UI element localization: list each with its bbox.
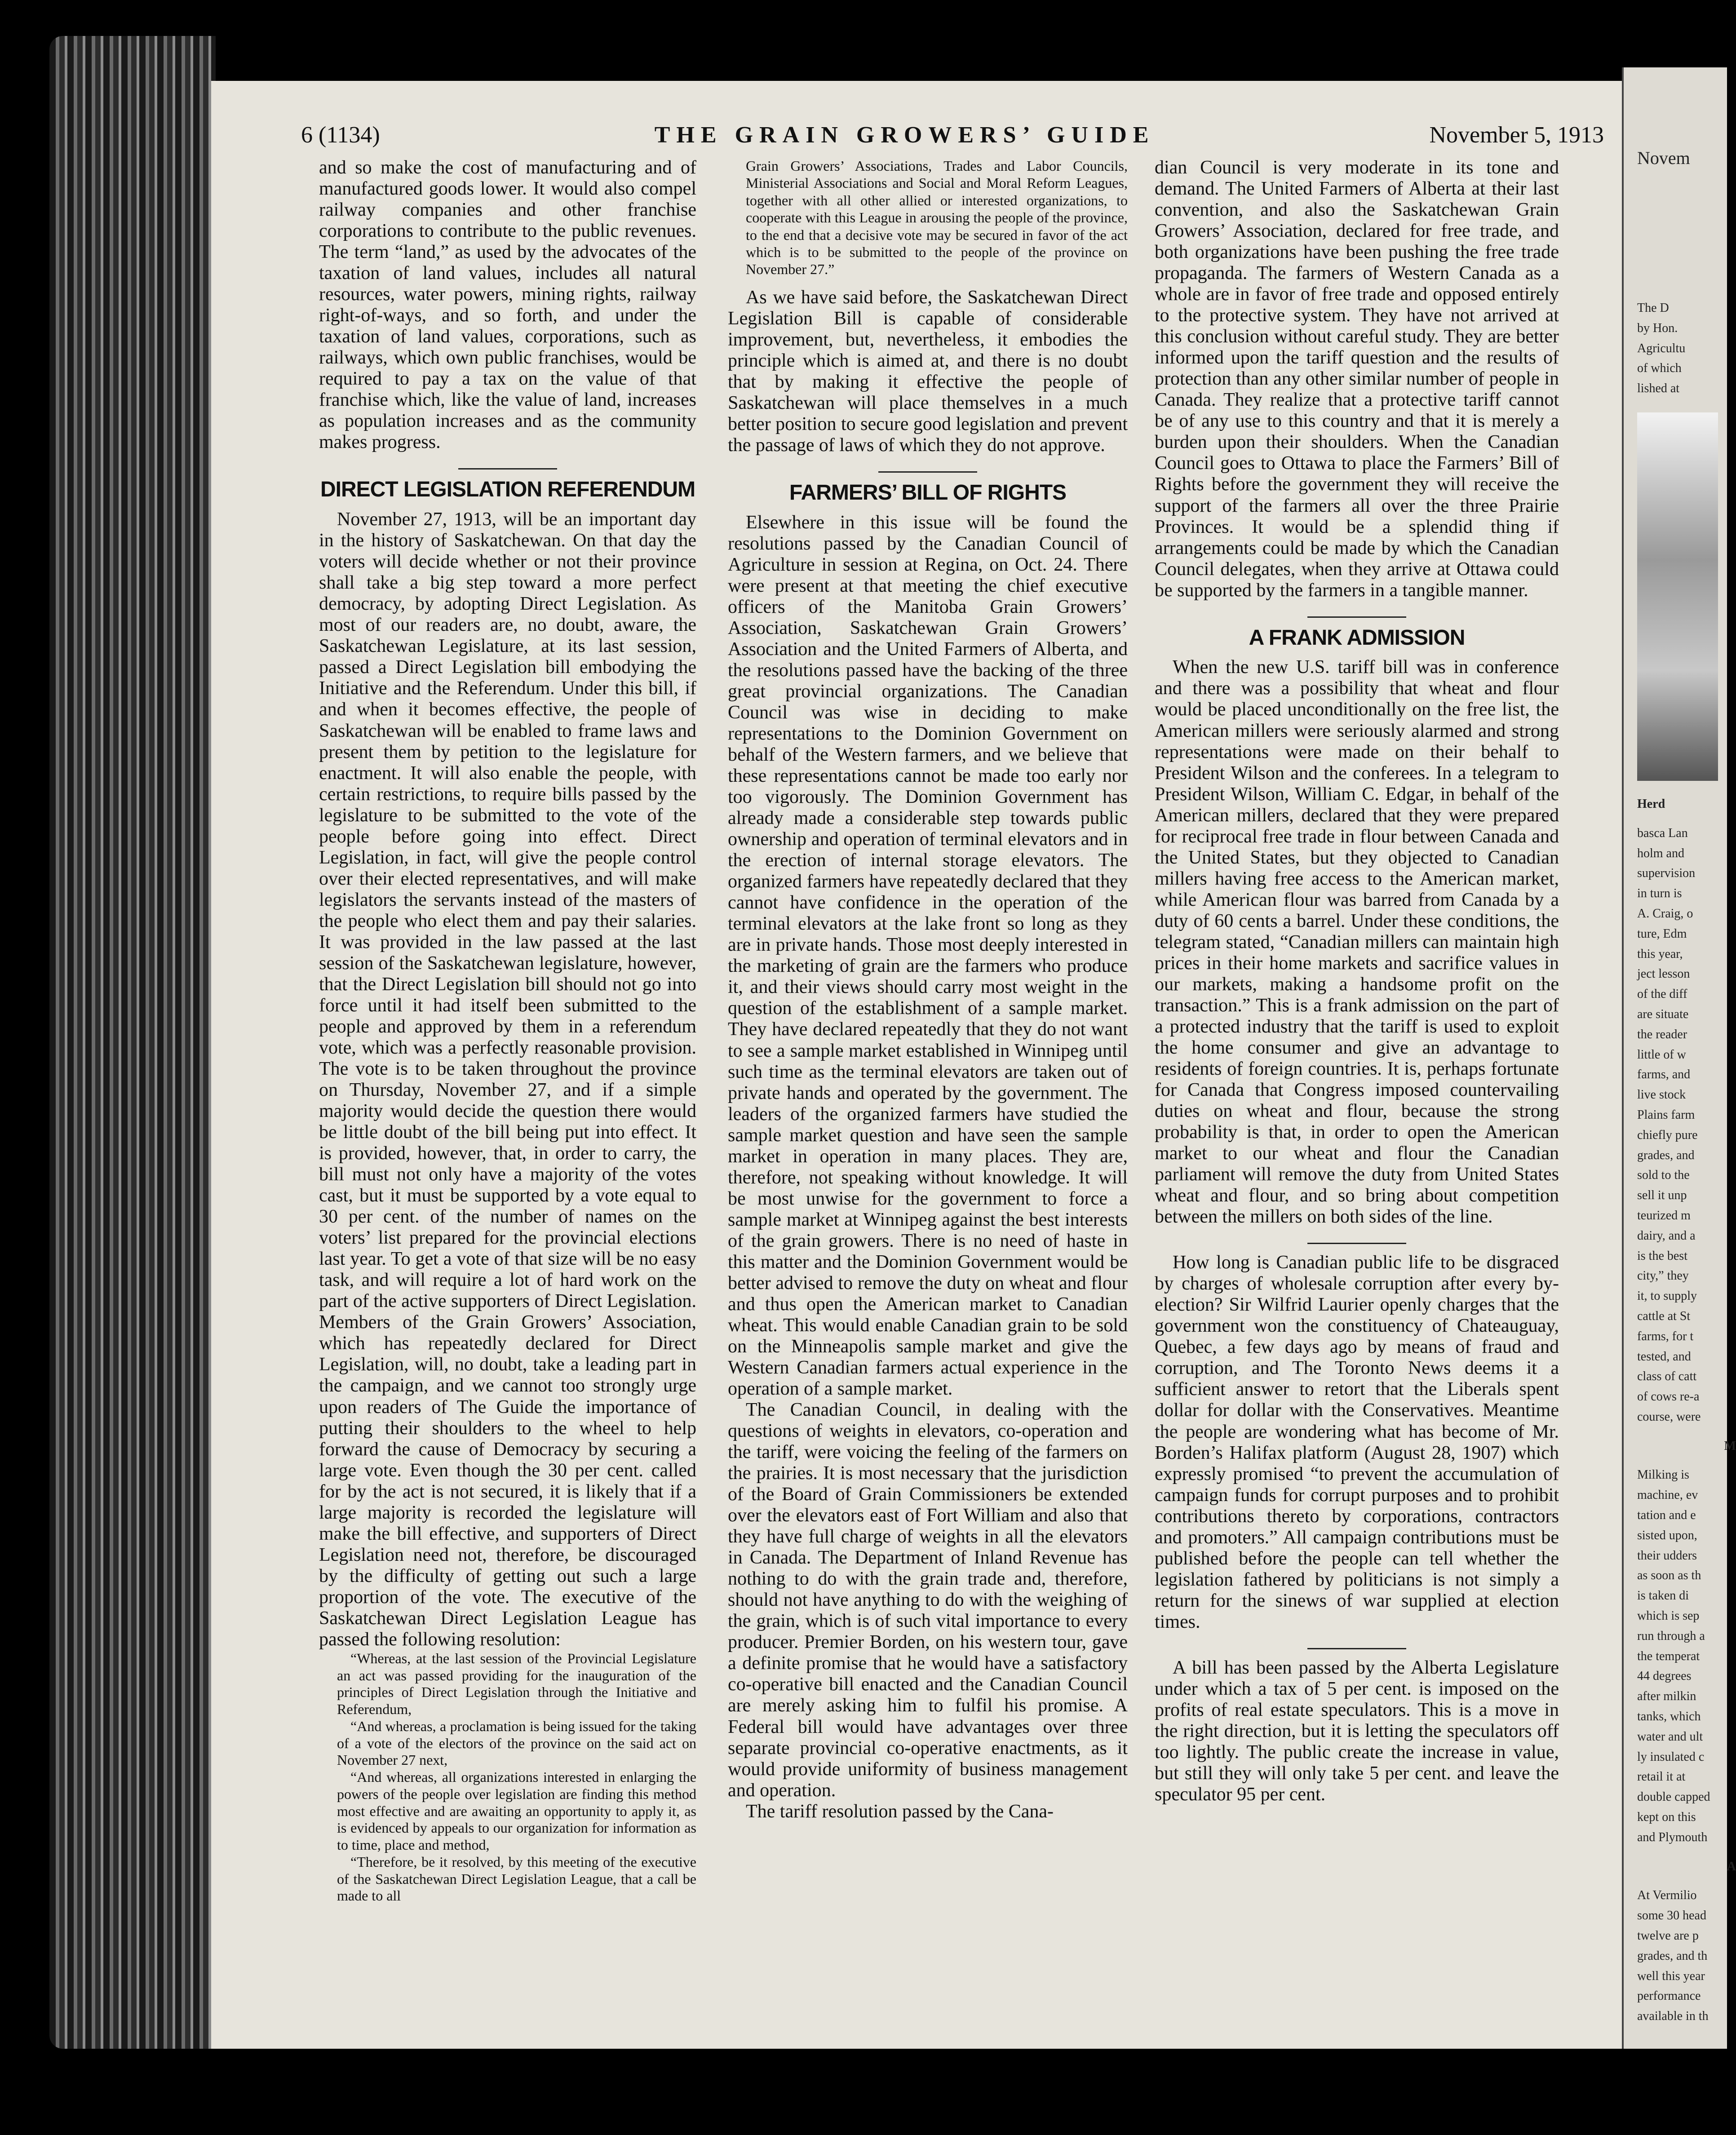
edge-line: their udders: [1637, 1548, 1697, 1563]
quote-paragraph: “And whereas, a proclamation is being issued for the taking of a vote of the electors of the province on the said act on November 27 next,: [337, 1718, 696, 1768]
edge-line: cattle at St: [1637, 1309, 1691, 1323]
edge-line: course, were: [1637, 1409, 1701, 1424]
column-1: [319, 157, 696, 1905]
edge-line: performance: [1637, 1989, 1701, 2003]
column-2: [728, 157, 1128, 1822]
edge-line: Agricultu: [1637, 341, 1686, 355]
edge-line: sold to the: [1637, 1168, 1690, 1183]
headline-frank-admission: A FRANK ADMISSION: [1249, 625, 1465, 650]
edge-line: tested, and: [1637, 1349, 1691, 1364]
edge-line: is taken di: [1637, 1589, 1689, 1603]
edge-line: the reader: [1637, 1027, 1687, 1041]
edge-line: by Hon.: [1637, 321, 1678, 335]
issue-date: November 5, 1913: [1429, 122, 1604, 148]
edge-subheading: M: [1724, 1439, 1736, 1453]
edge-line: of the diff: [1637, 987, 1687, 1001]
divider: [1307, 1648, 1406, 1649]
publication-title: THE GRAIN GROWERS’ GUIDE: [654, 122, 1155, 148]
edge-line: Plains farm: [1637, 1107, 1695, 1122]
edge-line: supervision: [1637, 866, 1696, 881]
edge-line: farms, and: [1637, 1068, 1691, 1082]
edge-line: double capped: [1637, 1790, 1710, 1804]
edge-line: The D: [1637, 301, 1669, 315]
newspaper-page: [211, 81, 1622, 2049]
edge-line: chiefly pure: [1637, 1128, 1698, 1142]
edge-line: is the best: [1637, 1249, 1687, 1263]
paragraph: A bill has been passed by the Alberta Legislature under which a tax of 5 per cent. is imposed on the profits of real estate speculators. This is a move in the right direction, but it is letting the speculators off too lightly. The public create the increase in value, but still they will only take 5 per cent. and leave the speculator 95 per cent.: [1155, 1657, 1559, 1805]
edge-line: in turn is: [1637, 886, 1682, 901]
quote-paragraph: “Therefore, be it resolved, by this meeting of the executive of the Saskatchewan Direct Legislation League, that a call be made to all: [337, 1853, 696, 1904]
page-number: 6 (1134): [301, 122, 380, 148]
edge-line: basca Lan: [1637, 826, 1688, 840]
facing-page-edge: [1622, 67, 1736, 2049]
page-header: [301, 119, 1604, 151]
photo-caption: Herd: [1637, 797, 1665, 811]
quote-continuation: Grain Growers’ Associations, Trades and Labor Councils, Ministerial Associations and Social and Moral Reform Leagues, together with all other allied or interested organizations, to cooperate with this League in arousing the people of the province, to the end that a decisive vote may be secured in favor of the act which is to be submitted to the people of the province on November 27.”: [746, 158, 1128, 278]
edge-line: class of catt: [1637, 1369, 1697, 1384]
paragraph: When the new U.S. tariff bill was in conference and there was a possibility that wheat and flour would be placed unconditionally on the free list, the American millers were seriously alarmed and strong representations were made on their behalf to President Wilson and the conferees. In a telegram to President Wilson, William C. Edgar, in behalf of the American millers, declared that they were prepared for reciprocal free trade in flour between Canada and the United States, but they objected to Canadian millers having free access to the American market, while American flour was barred from Canada by a duty of 60 cents a barrel. Under these conditions, the telegram stated, “Canadian millers can maintain high prices in their home markets and sacrifice values in our markets, making a handsome profit on the transaction.” This is a frank admission on the part of a protected industry that the tariff is used to exploit the home consumer and give an advantage to residents of foreign countries. It is, perhaps fortunate for Canada that Congress imposed countervailing duties on wheat and flour, because the strong probability is that, in order to open the American market to our wheat and flour the Canadian parliament will remove the duty from United States wheat and flour, and so bring about competition between the millers on both sides of the line.: [1155, 657, 1559, 1227]
book-binding: [49, 36, 216, 2049]
edge-line: water and ult: [1637, 1729, 1703, 1744]
edge-line: live stock: [1637, 1088, 1686, 1102]
edge-line: it, to supply: [1637, 1289, 1697, 1303]
edge-line: of cows re-a: [1637, 1390, 1700, 1404]
edge-line: ject lesson: [1637, 967, 1690, 981]
edge-line: 44 degrees: [1637, 1669, 1692, 1683]
paragraph: The tariff resolution passed by the Cana-: [746, 1801, 1054, 1822]
divider: [878, 471, 977, 473]
headline-farmers-bill: FARMERS’ BILL OF RIGHTS: [789, 480, 1067, 505]
paragraph: November 27, 1913, will be an important day in the history of Saskatchewan. On that day the voters will decide whether or not their province shall take a big step toward a more perfect democracy, by adopting Direct Legislation. As most of our readers are, no doubt, aware, the Saskatchewan Legislature, at its last session, passed a Direct Legislation bill embodying the Initiative and the Referendum. Under this bill, if and when it becomes effective, the people of Saskatchewan will be enabled to frame laws and present them by petition to the legislature for enactment. It will also enable the people, with certain restrictions, to require bills passed by the legislature to be submitted to the vote of the people before going into effect. Direct Legislation, in fact, will give the people control over their elected representatives, and will make legislators the servants instead of the masters of the people who elect them and pay their salaries. It was provided in the law passed at the last session of the Saskatchewan legislature, however, that the Direct Legislation bill should not go into force until it had itself been submitted to the people and approved by them in a referendum vote, which was a perfectly reasonable provision. The vote is to be taken throughout the province on Thursday, November 27, and if a simple majority would decide the question there would be little doubt of the bill being put into effect. It is provided, however, that, in order to carry, the bill must not only have a majority of the votes cast, but it must be supported by a vote equal to 30 per cent. of the number of names on the voters’ list prepared for the provincial elections last year. To get a vote of that size will be no easy task, and will require a lot of hard work on the part of the active supporters of Direct Legislation. Members of the Grain Growers’ Association, which has repeatedly declared for Direct Legislation, will, no doubt, take a leading part in the campaign, and we cannot too strongly urge upon readers of The Guide the importance of putting their shoulders to the wheel to help forward the cause of Democracy by securing a large vote. Even though the 30 per cent. called for by the act is not secured, it is likely that if a large majority is recorded the legislature will make the bill effective, and supporters of Direct Legislation need not, therefore, be discouraged by the difficulty of getting out such a large proportion of the vote. The executive of the Saskatchewan Direct Legislation League has passed the following resolution:: [319, 509, 696, 1650]
edge-line: kept on this: [1637, 1810, 1696, 1825]
edge-line: available in th: [1637, 2009, 1709, 2024]
facing-page-header: Novem: [1637, 148, 1690, 168]
paragraph: As we have said before, the Saskatchewan Direct Legislation Bill is capable of considerable improvement, but, nevertheless, it embodies the principle which is aimed at, and there is no doubt that by making it effective the people of Saskatchewan will place themselves in a much better position to secure good legislation and prevent the passage of laws of which they do not approve.: [728, 287, 1128, 456]
edge-line: tation and e: [1637, 1508, 1696, 1523]
edge-line: sisted upon,: [1637, 1528, 1697, 1542]
headline-direct-legislation: DIRECT LEGISLATION REFERENDUM: [320, 478, 695, 502]
edge-line: this year,: [1637, 947, 1683, 961]
paragraph: The Canadian Council, in dealing with the questions of weights in elevators, co-operation and the tariff, were voicing the feeling of the farmers on the prairies. It is most necessary that the jurisdiction of the Board of Grain Commissioners be extended over the elevators east of Fort William and also that they have full charge of weights in all the elevators in Canada. The Department of Inland Revenue has nothing to do with the grain trade and, therefore, should not have anything to do with the weighing of the grain, which is of such vital importance to every producer. Premier Borden, on his western tour, gave a definite promise that he would have a satisfactory co-operative bill enacted and the Canadian Council are merely asking him to fulfil his promise. A Federal bill would have advantages over three separate provincial co-operative enactments, as it would provide uniformity of business management and operation.: [728, 1400, 1128, 1801]
divider: [458, 468, 557, 470]
edge-line: of which: [1637, 361, 1682, 376]
divider: [1307, 616, 1406, 618]
edge-line: are situate: [1637, 1007, 1689, 1021]
edge-line: machine, ev: [1637, 1488, 1698, 1502]
quote-paragraph: “And whereas, all organizations interested in enlarging the powers of the people over legislation are finding this method most effective and are awaiting an opportunity to apply it, as is evidenced by appeals to our organization for information as to time, place and method,: [337, 1769, 696, 1853]
edge-line: grades, and: [1637, 1148, 1695, 1162]
paragraph: and so make the cost of manufacturing and of manufactured goods lower. It would also compel railway companies and other franchise corporations to contribute to the public revenues. The term “land,” as used by the advocates of the taxation of land values, includes all natural resources, water powers, mining rights, railway right-of-ways, and so forth, and under the taxation of land values, corporations, such as railways, which own public franchises, would be required to pay a tax on the value of that franchise which, like the value of land, increases as population increases and as the community makes progress.: [319, 157, 696, 453]
edge-line: the temperat: [1637, 1649, 1700, 1663]
edge-line: some 30 head: [1637, 1909, 1706, 1923]
edge-line: At Vermilio: [1637, 1888, 1697, 1903]
facing-page-photo: [1637, 412, 1718, 781]
edge-line: after milkin: [1637, 1689, 1696, 1704]
edge-line: Milking is: [1637, 1468, 1689, 1482]
edge-line: sell it unp: [1637, 1188, 1687, 1203]
edge-line: tanks, which: [1637, 1710, 1701, 1724]
edge-line: grades, and th: [1637, 1949, 1708, 1963]
paragraph: dian Council is very moderate in its tone and demand. The United Farmers of Alberta at their last convention, and also the Saskatchewan Grain Growers’ Association, declared for free trade, and both organizations have been pushing the free trade propaganda. The farmers of Western Canada as a whole are in favor of free trade and opposed entirely to the protective system. They have not arrived at this conclusion without careful study. They are better informed upon the tariff question and the results of protection than any other similar number of people in Canada. They realize that a protective tariff cannot be of any use to this country and that it is merely a burden upon their shoulders. When the Canadian Council goes to Ottawa to place the Farmers’ Bill of Rights before the government they will receive the support of the farmers all over the three Prairie Provinces. It would be a splendid thing if arrangements could be made by which the Canadian Council delegates, when they arrive at Ottawa could be supported by the farmers in a tangible manner.: [1155, 157, 1559, 601]
edge-subheading: A: [1727, 1859, 1736, 1874]
edge-line: retail it at: [1637, 1770, 1686, 1784]
edge-line: run through a: [1637, 1629, 1705, 1643]
edge-line: A. Craig, o: [1637, 906, 1693, 921]
resolution-quote: [337, 1650, 696, 1905]
edge-line: ture, Edm: [1637, 926, 1687, 941]
edge-line: teurized m: [1637, 1208, 1691, 1223]
paragraph: Elsewhere in this issue will be found the resolutions passed by the Canadian Council of Agriculture in session at Regina, on Oct. 24. There were present at that meeting the chief executive officers of the Manitoba Grain Growers’ Association, Saskatchewan Grain Growers’ Association and the United Farmers of Alberta, and the resolutions passed have the backing of the three great provincial organizations. The Canadian Council was wise in deciding to make representations to the Dominion Government on behalf of the Western farmers, and we believe that these representations cannot be made too early nor too vigorously. The Dominion Government has already made a considerable step towards public ownership and operation of terminal elevators and in the erection of internal storage elevators. The organized farmers have repeatedly declared that they cannot have confidence in the operation of the terminal elevators at the lake front so long as they are in private hands. Those most deeply interested in the marketing of grain are the farmers who produce it, and their views should carry most weight in the question of the establishment of a sample market. They have declared repeatedly that they do not want to see a sample market established in Winnipeg until such time as the terminal elevators are taken out of private hands and operated by the government. The leaders of the organized farmers have studied the sample market question and have seen the sample market in operation in many places. They are, therefore, not speaking without knowledge. It will be most unwise for the government to force a sample market at Winnipeg against the best interests of the grain growers. There is no need of haste in this matter and the Dominion Government would be better advised to remove the duty on wheat and flour and thus open the American market to Canadian wheat. This would enable Canadian grain to be sold on the Minneapolis sample market and give the Western Canadian farmers actual experience in the operation of a sample market.: [728, 512, 1128, 1400]
edge-line: well this year: [1637, 1969, 1705, 1983]
edge-line: little of w: [1637, 1047, 1686, 1062]
edge-line: as soon as th: [1637, 1568, 1701, 1583]
edge-line: twelve are p: [1637, 1929, 1699, 1943]
edge-line: ly insulated c: [1637, 1750, 1705, 1764]
edge-line: which is sep: [1637, 1609, 1700, 1623]
edge-line: dairy, and a: [1637, 1228, 1696, 1243]
column-3: [1155, 157, 1559, 1805]
divider: [1307, 1243, 1406, 1244]
facing-page-column: [1637, 144, 1736, 2027]
edge-line: holm and: [1637, 846, 1684, 860]
paragraph: How long is Canadian public life to be disgraced by charges of wholesale corruption after every by-election? Sir Wilfrid Laurier openly charges that the government won the constituency of Chateauguay, Quebec, a few days ago by means of fraud and corruption, and The Toronto News deems it a sufficient answer to retort that the Liberals spent dollar for dollar with the Conservatives. Meantime the people are wondering what has become of Mr. Borden’s Halifax platform (August 28, 1907) which expressly promised “to prevent the accumulation of campaign funds for corrupt purposes and to prohibit contributions thereto by corporations, contractors and promoters.” All campaign contributions must be published before the people can tell whether the legislation fathered by politicians is not simply a return for the sinews of war supplied at election times.: [1155, 1252, 1559, 1632]
edge-line: and Plymouth: [1637, 1830, 1708, 1844]
edge-line: city,” they: [1637, 1269, 1689, 1283]
edge-line: farms, for t: [1637, 1329, 1694, 1343]
edge-line: lished at: [1637, 381, 1680, 396]
quote-paragraph: “Whereas, at the last session of the Provincial Legislature an act was passed providing for the inauguration of the principles of Direct Legislation through the Initiative and Referendum,: [337, 1650, 696, 1718]
